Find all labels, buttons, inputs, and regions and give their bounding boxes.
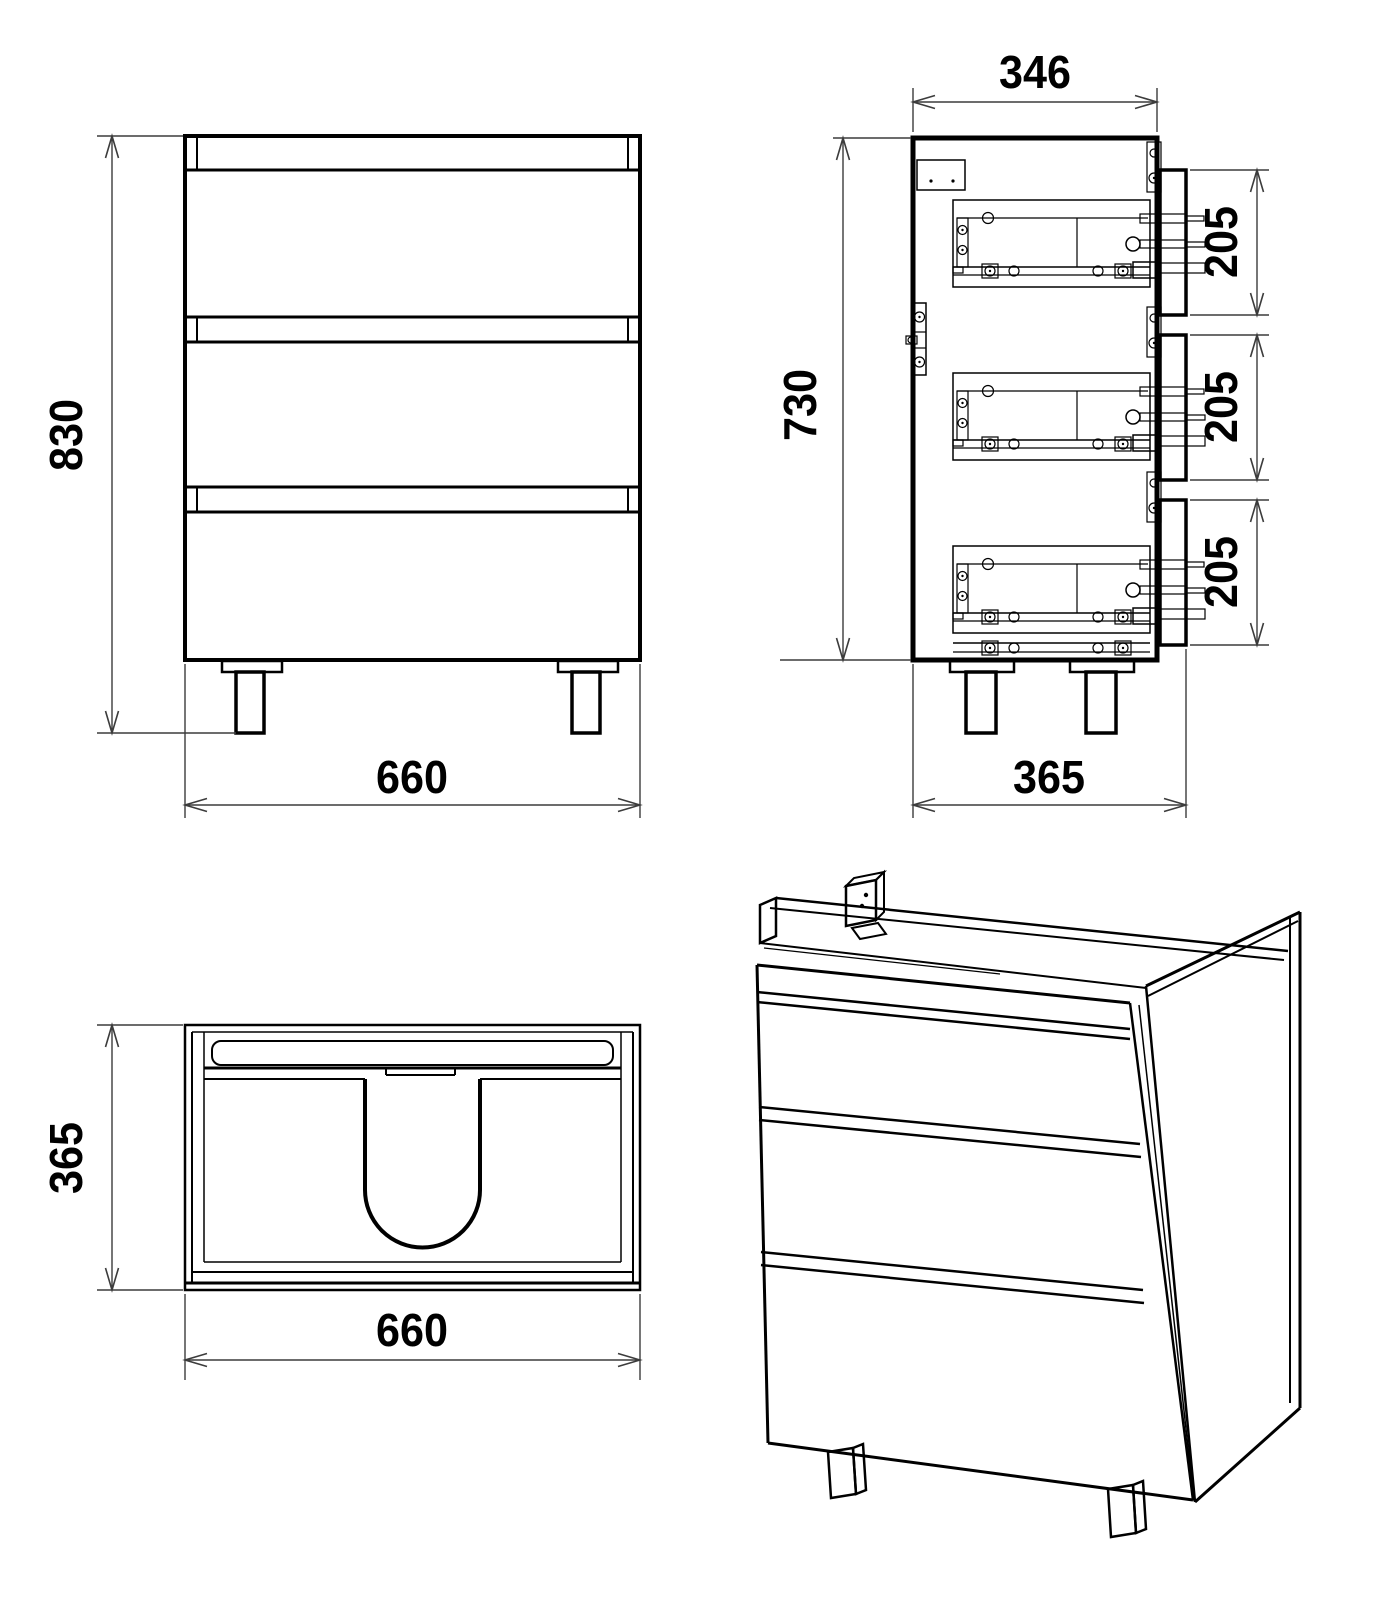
dim-front-height-label: 830: [40, 394, 92, 471]
dim-drawer-pitch-1-label: 205: [1195, 201, 1247, 278]
dim-top-width-label: 660: [376, 1304, 448, 1356]
dim-top-depth-label: 365: [40, 1117, 92, 1194]
dim-front-width-label: 660: [376, 751, 448, 803]
dim-side-bottom-depth-label: 365: [1013, 751, 1085, 803]
dim-drawer-pitch-2-label: 205: [1195, 366, 1247, 443]
dim-drawer-pitch-3-label: 205: [1195, 531, 1247, 608]
dim-side-height-label: 730: [774, 364, 826, 441]
dim-side-top-depth-label: 346: [999, 46, 1071, 98]
